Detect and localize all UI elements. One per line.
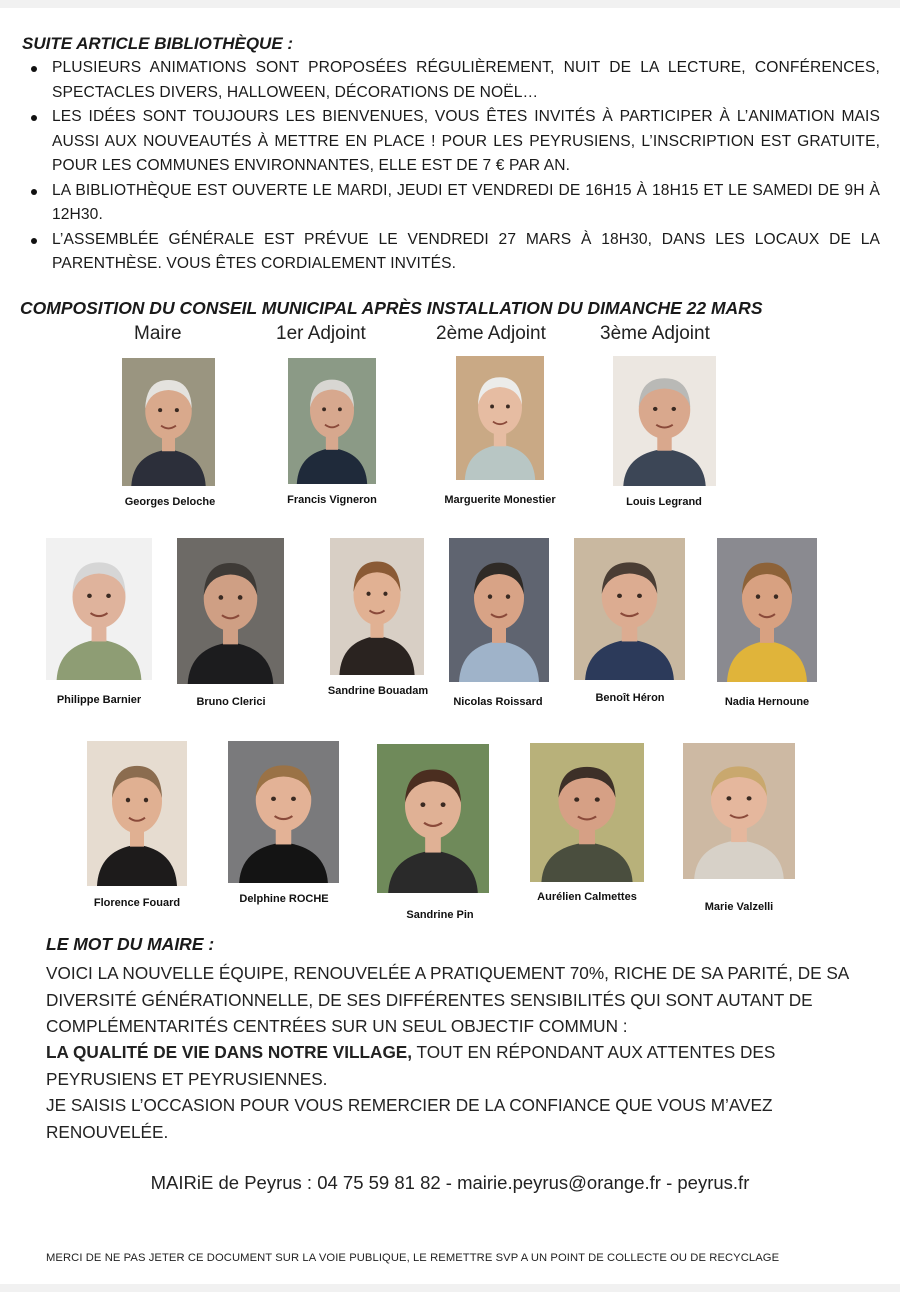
maire-word-paragraph-2 — [46, 1039, 866, 1092]
role-label-maire: Maire — [134, 323, 182, 344]
member-name: Louis Legrand — [626, 496, 702, 508]
library-bullet-animations: PLUSIEURS ANIMATIONS SONT PROPOSÉES RÉGULIÈREMENT, NUIT DE LA LECTURE, CONFÉRENCES, SPECTACLES DIVERS, HALLOWEEN, DÉCORATIONS DE NOËL… — [20, 56, 880, 105]
member-name: Philippe Barnier — [56, 694, 142, 706]
library-bullet-general-assembly: L’ASSEMBLÉE GÉNÉRALE EST PRÉVUE LE VENDREDI 27 MARS À 18H30, DANS LES LOCAUX DE LA PARENTHÈSE. VOUS ÊTES CORDIALEMENT INVITÉS. — [20, 228, 880, 277]
member-photo — [717, 538, 817, 682]
member-photo — [288, 358, 376, 484]
maire-word-paragraph-1: VOICI LA NOUVELLE ÉQUIPE, RENOUVELÉE A PRATIQUEMENT 70%, RICHE DE SA PARITÉ, DE SA DIVERSITÉ GÉNÉRATIONNELLE, DE SES DIFFÉRENTES SENSIBILITÉS QUI SONT AUTANT DE COMPLÉMENTARITÉS CENTRÉES SUR UN SEUL OBJECTIF COMMUN : — [46, 963, 849, 1036]
maire-word-paragraph-3: JE SAISIS L’OCCASION POUR VOUS REMERCIER DE LA CONFIANCE QUE VOUS M’AVEZ RENOUVELÉE. — [46, 1095, 773, 1142]
maire-word-paragraph-2-rest: TOUT EN RÉPONDANT AUX ATTENTES DES PEYRUSIENS ET PEYRUSIENNES. — [46, 1042, 776, 1089]
member-name: Marguerite Monestier — [444, 494, 556, 506]
member-photo — [574, 538, 685, 680]
member-name: Georges Deloche — [124, 496, 216, 508]
library-section-title: SUITE ARTICLE BIBLIOTHÈQUE : — [22, 34, 294, 53]
member-photo — [87, 741, 187, 886]
council-section-title: COMPOSITION DU CONSEIL MUNICIPAL APRÈS INSTALLATION DU DIMANCHE 22 MARS — [20, 298, 763, 318]
member-photo — [683, 743, 795, 879]
maire-word-highlight: LA QUALITÉ DE VIE DANS NOTRE VILLAGE, — [46, 1042, 413, 1062]
member-name: Delphine ROCHE — [239, 893, 329, 905]
member-photo — [377, 744, 489, 893]
member-photo — [456, 356, 544, 480]
member-photo — [330, 538, 424, 675]
role-label-2eme-adjoint: 2ème Adjoint — [436, 323, 546, 344]
member-photo — [46, 538, 152, 680]
member-name: Sandrine Pin — [406, 909, 474, 921]
library-bullet-list — [20, 56, 880, 277]
role-label-3eme-adjoint: 3ème Adjoint — [600, 323, 710, 344]
member-photo — [122, 358, 215, 486]
member-name: Aurélien Calmettes — [537, 891, 637, 903]
member-name: Nicolas Roissard — [453, 696, 543, 708]
member-photo — [613, 356, 716, 486]
member-photo — [177, 538, 284, 684]
role-label-1er-adjoint: 1er Adjoint — [276, 323, 366, 344]
document-page — [0, 8, 900, 1284]
member-name: Sandrine Bouadam — [327, 685, 429, 697]
member-photo — [228, 741, 339, 883]
member-photo — [530, 743, 644, 882]
member-name: Florence Fouard — [93, 897, 181, 909]
library-bullet-opening-hours: LA BIBLIOTHÈQUE EST OUVERTE LE MARDI, JEUDI ET VENDREDI DE 16H15 À 18H15 ET LE SAMEDI DE 9H À 12H30. — [20, 179, 880, 228]
member-photo — [449, 538, 549, 682]
member-name: Marie Valzelli — [704, 901, 774, 913]
member-name: Nadia Hernoune — [724, 696, 810, 708]
library-bullet-ideas: LES IDÉES SONT TOUJOURS LES BIENVENUES, VOUS ÊTES INVITÉS À PARTICIPER À L’ANIMATION MAIS AUSSI AUX NOUVEAUTÉS À METTRE EN PLACE ! POUR LES PEYRUSIENS, L’INSCRIPTION EST GRATUITE, POUR LES COMMUNES ENVIRONNANTES, ELLE EST DE 7 € PAR AN. — [20, 105, 880, 179]
mairie-contact-line: MAIRiE de Peyrus : 04 75 59 81 82 - mairie.peyrus@orange.fr - peyrus.fr — [150, 1172, 750, 1193]
member-name: Bruno Clerici — [196, 696, 266, 708]
member-name: Benoît Héron — [595, 692, 665, 704]
member-name: Francis Vigneron — [287, 494, 377, 506]
maire-word-title: LE MOT DU MAIRE : — [46, 934, 215, 954]
recycling-footer-note: MERCI DE NE PAS JETER CE DOCUMENT SUR LA VOIE PUBLIQUE, LE REMETTRE SVP A UN POINT DE COLLECTE OU DE RECYCLAGE — [46, 1252, 780, 1264]
